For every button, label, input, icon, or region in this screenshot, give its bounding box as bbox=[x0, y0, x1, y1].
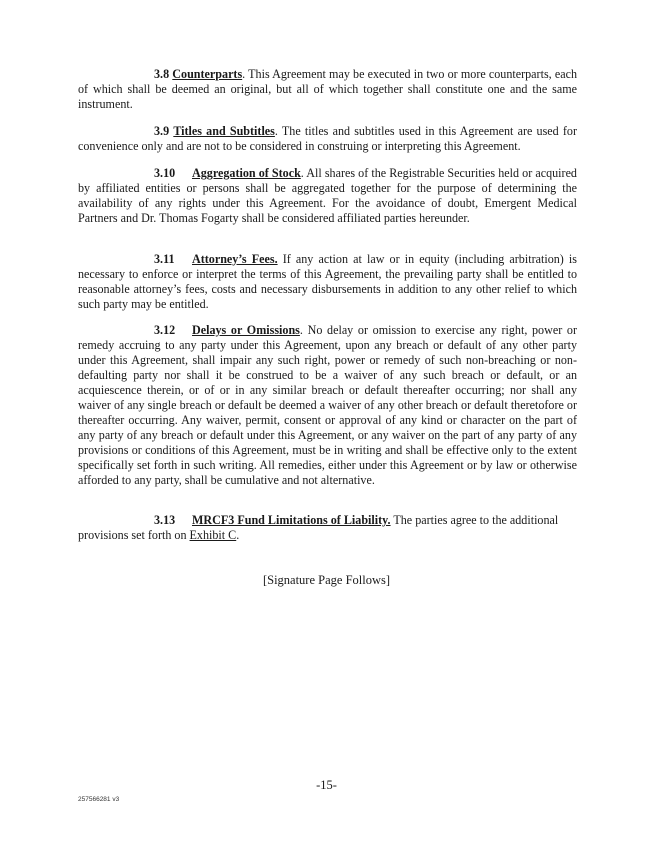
section-heading: Counterparts bbox=[172, 67, 243, 81]
section-3-8 bbox=[78, 67, 577, 112]
heading-punct: . bbox=[300, 166, 304, 180]
section-heading: Aggregation of Stock bbox=[192, 166, 301, 180]
section-3-10 bbox=[78, 166, 577, 226]
section-3-13 bbox=[78, 513, 577, 543]
section-3-9 bbox=[78, 124, 577, 154]
section-number: 3.9 bbox=[154, 124, 170, 138]
section-heading: Titles and Subtitles bbox=[173, 124, 275, 138]
section-number: 3.13 bbox=[154, 513, 176, 527]
section-heading: Attorney’s Fees. bbox=[192, 252, 278, 266]
section-3-12 bbox=[78, 323, 577, 488]
section-number: 3.11 bbox=[154, 252, 175, 266]
exhibit-c-reference: Exhibit C bbox=[189, 528, 237, 542]
section-number: 3.10 bbox=[154, 166, 176, 180]
section-text: All shares of the Registrable Securities held or acquired by affiliated entities or persons shall be aggregated together for the purpose of determining the availability of any rights under this Agreement. For the avoidance of doubt, Emergent Medical Partners and Dr. Thomas Fogarty shall be considered affiliated parties hereunder. bbox=[78, 166, 577, 225]
section-text: If any action at law or in equity (including arbitration) is necessary to enforce or interpret the terms of this Agreement, the prevailing party shall be entitled to reasonable attorney’s fees, costs and necessary disbursements in addition to any other relief to which such party may be entitled. bbox=[78, 252, 577, 311]
heading-punct: . bbox=[274, 124, 278, 138]
section-heading: Delays or Omissions bbox=[192, 323, 300, 337]
section-number: 3.12 bbox=[154, 323, 176, 337]
page-number: -15- bbox=[316, 778, 337, 792]
section-text: The titles and subtitles used in this Agreement are used for convenience only and are not to be considered in construing or interpreting this Agreement. bbox=[78, 124, 577, 153]
document-id: 257566281 v3 bbox=[78, 796, 120, 803]
section-number: 3.8 bbox=[154, 67, 170, 81]
section-heading: MRCF3 Fund Limitations of Liability. bbox=[192, 513, 391, 527]
section-tail: . bbox=[236, 528, 240, 542]
signature-page-note: [Signature Page Follows] bbox=[262, 573, 391, 587]
section-3-11 bbox=[78, 252, 577, 312]
section-text: This Agreement may be executed in two or more counterparts, each of which shall be deemed an original, but all of which together shall constitute one and the same instrument. bbox=[78, 67, 577, 111]
heading-punct: . bbox=[242, 67, 246, 81]
section-text: The parties agree to the additional provisions set forth on bbox=[78, 513, 559, 542]
heading-punct: . bbox=[299, 323, 303, 337]
section-text: No delay or omission to exercise any right, power or remedy accruing to any party under this Agreement, upon any breach or default of any other party under this Agreement, shall impair any such right, power or remedy of such non-breaching or non-defaulting party nor shall it be construed to be a waiver of any such breach or default, or an acquiescence therein, or of or in any similar breach or default thereafter occurring; nor shall any waiver of any single breach or default be deemed a waiver of any other breach or default theretofore or thereafter occurring. Any waiver, permit, consent or approval of any kind or character on the part of any party of any breach or default under this Agreement, or any waiver on the part of any party of any provisions or conditions of this Agreement, must be in writing and shall be effective only to the extent specifically set forth in such writing. All remedies, either under this Agreement or by law or otherwise afforded to any party, shall be cumulative and not alternative. bbox=[78, 323, 577, 487]
